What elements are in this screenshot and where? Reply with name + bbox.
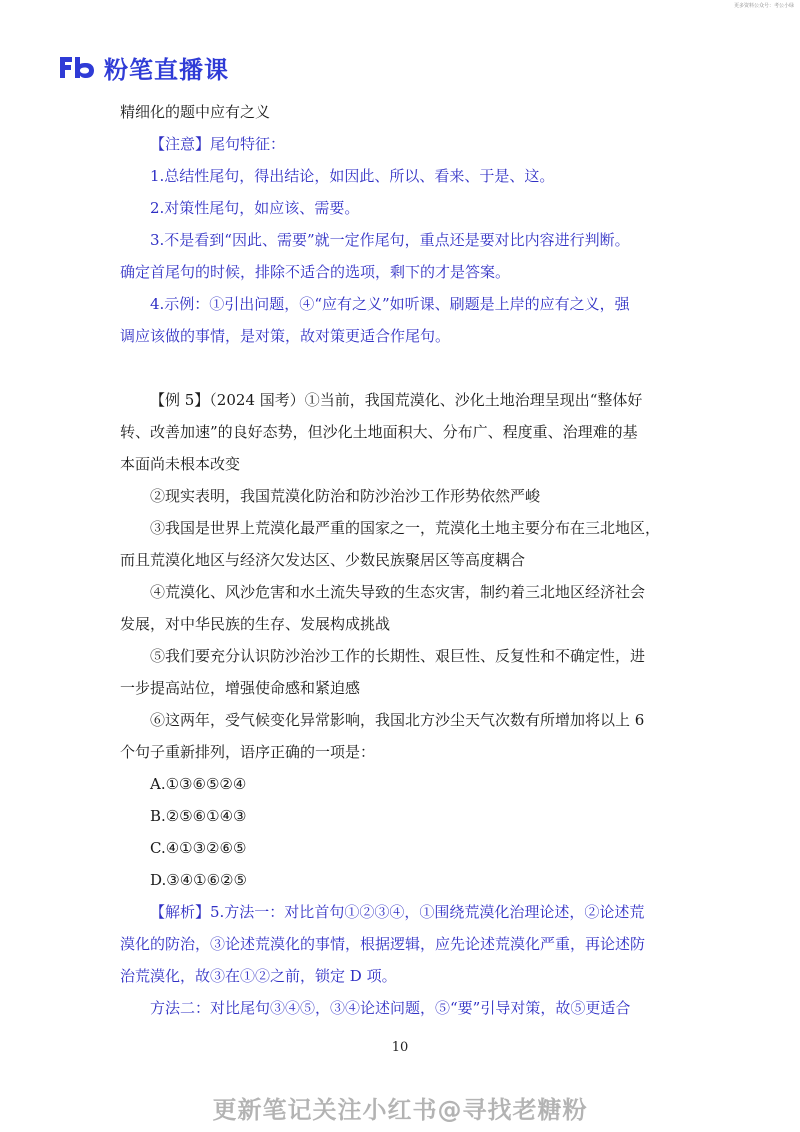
logo-text: 粉笔直播课	[104, 55, 229, 84]
option-a: A.①③⑥⑤②④	[150, 775, 247, 793]
question-sentence: ⑤我们要充分认识防沙治沙工作的长期性、艰巨性、反复性和不确定性，进	[150, 647, 646, 665]
question-stem-cont: 转、改善加速”的良好态势，但沙化土地面积大、分布广、程度重、治理难的基	[120, 423, 638, 441]
analysis-text: 治荒漠化，故③在①②之前，锁定 D 项。	[120, 967, 397, 985]
note-item: 3.不是看到“因此、需要”就一定作尾句，重点还是要对比内容进行判断。	[150, 231, 630, 249]
question-sentence: ③我国是世界上荒漠化最严重的国家之一，荒漠化土地主要分布在三北地区，	[150, 519, 661, 537]
question-prompt: 个句子重新排列，语序正确的一项是：	[120, 743, 376, 761]
option-b: B.②⑤⑥①④③	[150, 807, 247, 825]
analysis-text: 漠化的防治，③论述荒漠化的事情，根据逻辑，应先论述荒漠化严重，再论述防	[120, 935, 646, 953]
question-sentence: ⑥这两年，受气候变化异常影响，我国北方沙尘天气次数有所增加将以上 6	[150, 711, 645, 729]
note-title: 【注意】尾句特征：	[150, 135, 286, 153]
footer-watermark: 更新笔记关注小红书@寻找老糖粉	[212, 1096, 588, 1124]
question-sentence-cont: 一步提高站位，增强使命感和紧迫感	[120, 679, 361, 697]
question-stem-cont: 本面尚未根本改变	[120, 455, 241, 473]
question-sentence-cont: 发展，对中华民族的生存、发展构成挑战	[120, 615, 391, 633]
note-item-cont: 确定首尾句的时候，排除不适合的选项，剩下的才是答案。	[120, 263, 511, 281]
analysis-text: 【解析】5.方法一：对比首句①②③④，①围绕荒漠化治理论述，②论述荒	[150, 903, 645, 921]
question-sentence: ②现实表明，我国荒漠化防治和防沙治沙工作形势依然严峻	[150, 487, 541, 505]
question-sentence: ④荒漠化、风沙危害和水土流失导致的生态灾害，制约着三北地区经济社会	[150, 583, 646, 601]
top-note: 更多资料公众号：考公小绿	[733, 3, 794, 9]
note-item: 2.对策性尾句，如应该、需要。	[150, 199, 360, 217]
option-d: D.③④①⑥②⑤	[150, 871, 247, 889]
brand-logo	[58, 52, 229, 82]
option-c: C.④①③②⑥⑤	[150, 839, 247, 857]
question-stem: 【例 5】（2024 国考）①当前，我国荒漠化、沙化土地治理呈现出“整体好	[150, 391, 643, 409]
text-line: 精细化的题中应有之义	[120, 103, 271, 121]
note-item-cont: 调应该做的事情，是对策，故对策更适合作尾句。	[120, 327, 451, 345]
question-sentence-cont: 而且荒漠化地区与经济欠发达区、少数民族聚居区等高度耦合	[120, 551, 526, 569]
note-item: 1.总结性尾句，得出结论，如因此、所以、看来、于是、这。	[150, 167, 555, 185]
fenbi-logo-icon	[58, 54, 96, 80]
note-item: 4.示例：①引出问题，④“应有之义”如听课、刷题是上岸的应有之义，强	[150, 295, 630, 313]
page-number: 10	[391, 1040, 409, 1055]
analysis-text: 方法二：对比尾句③④⑤，③④论述问题，⑤“要”引导对策，故⑤更适合	[150, 999, 631, 1017]
